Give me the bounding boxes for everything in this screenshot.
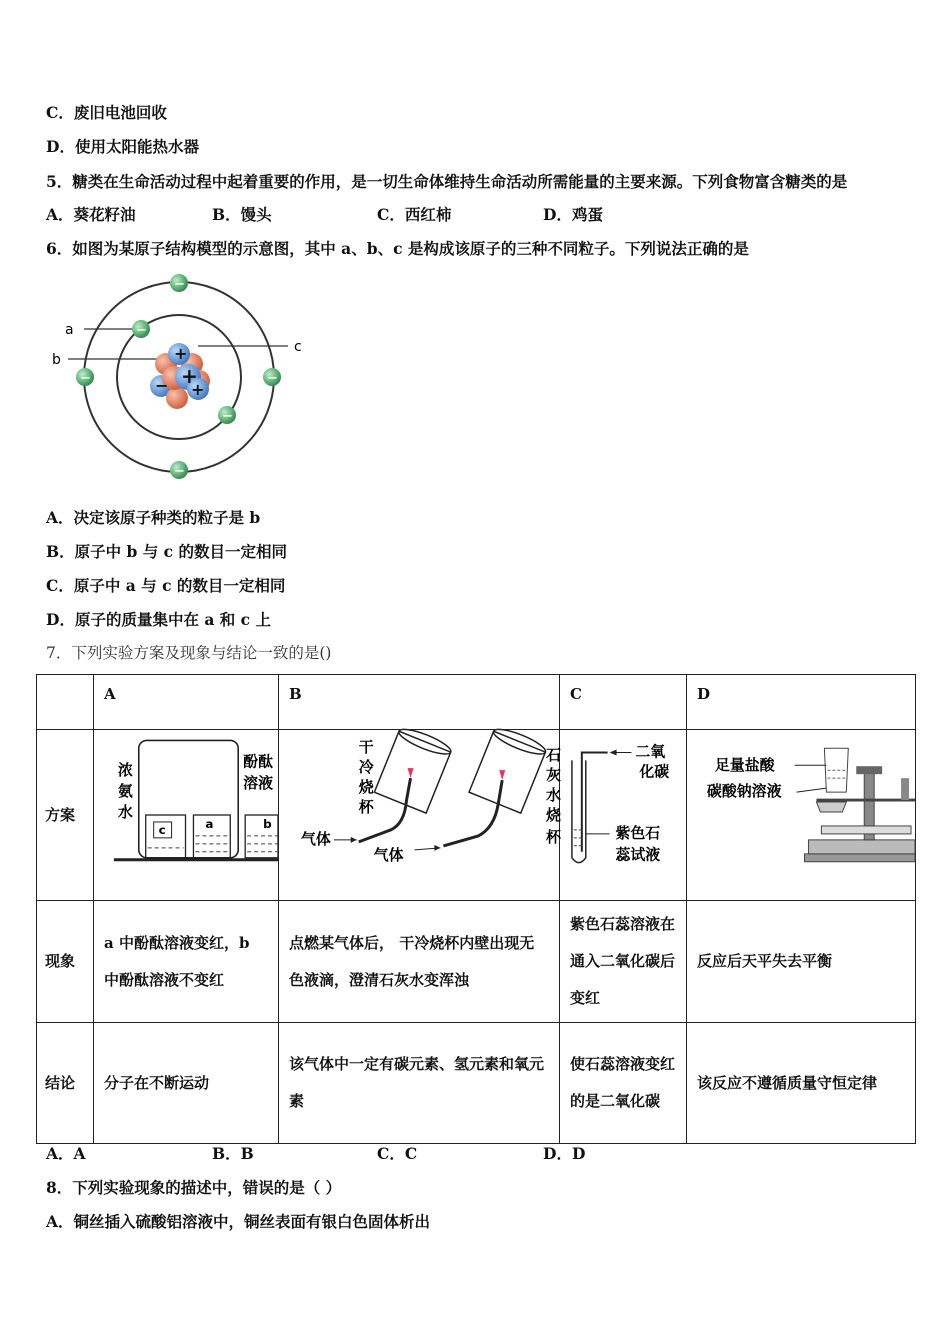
table-row-conclusion bbox=[37, 1023, 916, 1144]
svg-text:−: − bbox=[174, 277, 185, 292]
svg-text:氨: 氨 bbox=[117, 782, 133, 801]
svg-text:−: − bbox=[267, 371, 278, 386]
experiment-table bbox=[36, 674, 916, 1144]
svg-text:灰: 灰 bbox=[546, 766, 561, 785]
q7-option-a: A．A bbox=[46, 1144, 86, 1163]
header-c: C bbox=[560, 675, 687, 730]
conclusion-b: 该气体中一定有碳元素、氢元素和氧元素 bbox=[279, 1023, 560, 1144]
q8-option-a: A．铜丝插入硫酸铝溶液中，铜丝表面有银白色固体析出 bbox=[46, 1212, 431, 1231]
row-label-conclusion: 结论 bbox=[37, 1023, 94, 1144]
beaker-a-label: a bbox=[205, 816, 214, 831]
q6-option-c: C．原子中 a 与 c 的数目一定相同 bbox=[46, 576, 286, 595]
q7-option-c: C．C bbox=[377, 1144, 418, 1163]
phenomenon-d: 反应后天平失去平衡 bbox=[687, 901, 916, 1023]
q6-option-d: D．原子的质量集中在 a 和 c 上 bbox=[46, 610, 272, 629]
option-c-recycle: C．废旧电池回收 bbox=[46, 103, 167, 122]
plan-b-diagram bbox=[279, 730, 560, 901]
svg-text:烧: 烧 bbox=[358, 778, 374, 797]
plan-a-diagram bbox=[94, 730, 279, 901]
nucleus bbox=[150, 343, 210, 409]
svg-text:碳酸钠溶液: 碳酸钠溶液 bbox=[706, 782, 782, 801]
svg-text:水: 水 bbox=[117, 802, 133, 821]
beaker-c-label: c bbox=[158, 822, 166, 837]
svg-text:石: 石 bbox=[546, 746, 561, 765]
q5-option-b: B．馒头 bbox=[212, 205, 272, 224]
label-a: a bbox=[65, 322, 74, 338]
label-c: c bbox=[294, 339, 302, 355]
question-7: 7．下列实验方案及现象与结论一致的是() bbox=[46, 644, 332, 662]
q6-option-b: B．原子中 b 与 c 的数目一定相同 bbox=[46, 542, 287, 561]
svg-text:−: − bbox=[155, 376, 169, 395]
svg-text:溶液: 溶液 bbox=[243, 774, 274, 793]
svg-text:二氧: 二氧 bbox=[635, 742, 666, 761]
q6-option-a: A．决定该原子种类的粒子是 b bbox=[46, 508, 261, 527]
svg-text:冷: 冷 bbox=[358, 758, 374, 777]
atom-diagram bbox=[48, 268, 318, 486]
q5-option-a: A．葵花籽油 bbox=[46, 205, 136, 224]
table-row-plan bbox=[37, 730, 916, 901]
svg-text:烧: 烧 bbox=[546, 805, 561, 824]
question-8: 8．下列实验现象的描述中，错误的是（ ） bbox=[46, 1178, 342, 1197]
table-header-row bbox=[37, 675, 916, 730]
svg-text:蕊试液: 蕊试液 bbox=[615, 845, 661, 864]
svg-text:−: − bbox=[174, 464, 185, 479]
q5-option-c: C．西红柿 bbox=[377, 205, 452, 224]
svg-text:化碳: 化碳 bbox=[639, 762, 670, 781]
header-empty bbox=[37, 675, 94, 730]
svg-text:干: 干 bbox=[358, 738, 374, 757]
svg-text:−: − bbox=[222, 409, 233, 424]
question-5: 5．糖类在生命活动过程中起着重要的作用，是一切生命体维持生命活动所需能量的主要来源。下列食物富含糖类的是 bbox=[46, 172, 848, 191]
svg-text:杯: 杯 bbox=[546, 827, 561, 846]
svg-text:紫色石: 紫色石 bbox=[615, 823, 661, 842]
conclusion-d: 该反应不遵循质量守恒定律 bbox=[687, 1023, 916, 1144]
svg-text:足量盐酸: 足量盐酸 bbox=[714, 756, 775, 775]
svg-text:酚酞: 酚酞 bbox=[243, 752, 274, 771]
svg-text:−: − bbox=[136, 323, 147, 338]
question-6: 6．如图为某原子结构模型的示意图，其中 a、b、c 是构成该原子的三种不同粒子。下列说法正确的是 bbox=[46, 239, 749, 258]
plan-d-diagram bbox=[687, 730, 916, 901]
header-d: D bbox=[687, 675, 916, 730]
svg-text:+: + bbox=[181, 364, 198, 388]
header-a: A bbox=[94, 675, 279, 730]
row-label-plan: 方案 bbox=[37, 730, 94, 901]
q7-option-b: B．B bbox=[212, 1144, 254, 1163]
label-b: b bbox=[52, 352, 61, 368]
gas-label-2: 气体 bbox=[373, 845, 404, 864]
option-d-solar: D．使用太阳能热水器 bbox=[46, 137, 199, 156]
svg-text:浓: 浓 bbox=[117, 761, 133, 780]
header-b: B bbox=[279, 675, 560, 730]
svg-text:水: 水 bbox=[546, 786, 561, 805]
svg-text:杯: 杯 bbox=[358, 798, 374, 817]
svg-text:+: + bbox=[191, 380, 205, 399]
conclusion-a: 分子在不断运动 bbox=[94, 1023, 279, 1144]
beaker-b-label: b bbox=[263, 816, 272, 831]
phenomenon-a: a 中酚酞溶液变红，b 中酚酞溶液不变红 bbox=[94, 901, 279, 1023]
phenomenon-c: 紫色石蕊溶液在通入二氧化碳后变红 bbox=[560, 901, 687, 1023]
q5-option-d: D．鸡蛋 bbox=[543, 205, 603, 224]
gas-label-1: 气体 bbox=[300, 829, 331, 848]
row-label-phenomenon: 现象 bbox=[37, 901, 94, 1023]
svg-text:+: + bbox=[174, 344, 188, 363]
svg-text:−: − bbox=[80, 371, 91, 386]
phenomenon-b: 点燃某气体后， 干冷烧杯内壁出现无色液滴，澄清石灰水变浑浊 bbox=[279, 901, 560, 1023]
table-row-phenomenon bbox=[37, 901, 916, 1023]
conclusion-c: 使石蕊溶液变红的是二氧化碳 bbox=[560, 1023, 687, 1144]
q7-option-d: D．D bbox=[543, 1144, 586, 1163]
plan-c-diagram bbox=[560, 730, 687, 901]
